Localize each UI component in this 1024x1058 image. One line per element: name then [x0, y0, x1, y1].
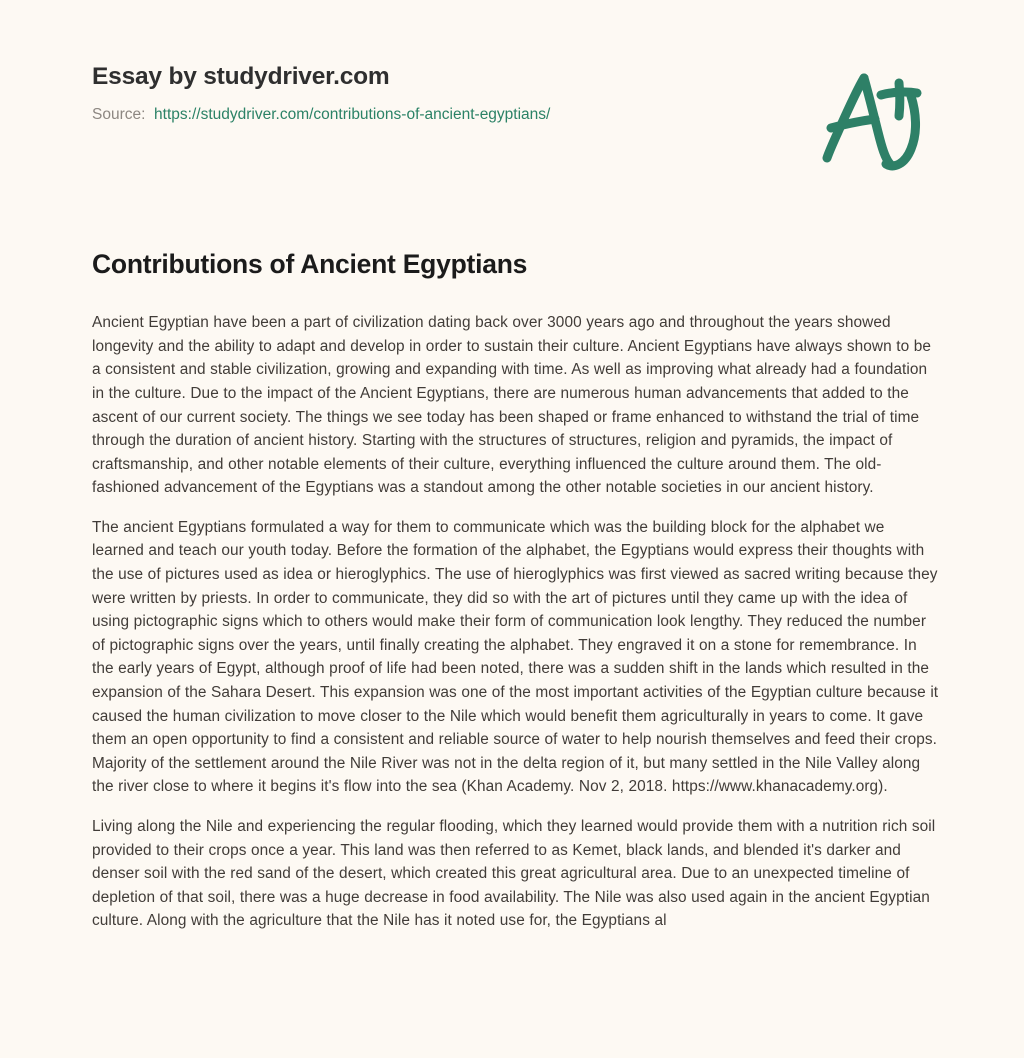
article	[92, 248, 940, 933]
brand-title: Essay by studydriver.com	[92, 63, 390, 90]
page-title: Contributions of Ancient Egyptians	[92, 249, 528, 279]
source-label: Source:	[92, 106, 146, 124]
studydriver-a-plus-logo-icon[interactable]	[812, 70, 932, 180]
paragraph: The ancient Egyptians formulated a way for them to communicate which was the building block for the alphabet we learned and teach our youth today. Before the formation of the alphabet, the Egyptians would express their thoughts with the use of pictures used as idea or hieroglyphics. The use of hieroglyphics was first viewed as sacred writing because they were written by priests. In order to communicate, they did so with the art of pictures until they came up with the idea of using pictographic signs which to others would make their form of communication look lengthy. They reduced the number of pictographic signs over the years, until finally creating the alphabet. They engraved it on a stone for remembrance. In the early years of Egypt, although proof of life had been noted, there was a sudden shift in the lands which resulted in the expansion of the Sahara Desert. This expansion was one of the most important activities of the Egyptian culture because it caused the human civilization to move closer to the Nile which would benefit them agriculturally in years to come. It gave them an open opportunity to find a consistent and reliable source of water to help nourish themselves and feed their crops. Majority of the settlement around the Nile River was not in the delta region of it, but many settled in the Nile Valley along the river close to where it begins it's flow into the sea (Khan Academy. Nov 2, 2018. https://www.khanacademy.org).	[92, 518, 939, 796]
page-header	[0, 0, 1024, 200]
a-plus-logo-glyph	[812, 70, 932, 180]
source-line	[92, 105, 732, 125]
source-url-link[interactable]: https://studydriver.com/contributions-of-ancient-egyptians/	[154, 106, 551, 124]
paragraph: Living along the Nile and experiencing the regular flooding, which they learned would provide them with a nutrition rich soil provided to their crops once a year. This land was then referred to as Kemet, black lands, and blended it's darker and denser soil with the red sand of the desert, which created this great agricultural area. Due to an unexpected timeline of depletion of that soil, there was a huge decrease in food availability. The Nile was also used again in the ancient Egyptian culture. Along with the agriculture that the Nile has it noted use for, the Egyptians al	[92, 818, 936, 930]
article-body	[92, 311, 940, 933]
paragraph: Ancient Egyptian have been a part of civilization dating back over 3000 years ago and throughout the years showed longevity and the ability to adapt and develop in order to sustain their culture. Ancient Egyptians have always shown to be a consistent and stable civilization, growing and expanding with time. As well as improving what already had a foundation in the culture. Due to the impact of the Ancient Egyptians, there are numerous human advancements that added to the ascent of our current society. The things we see today has been shaped or frame enhanced to withstand the trial of time through the duration of ancient history. Starting with the structures of structures, religion and pyramids, the impact of craftsmanship, and other notable elements of their culture, everything influenced the culture around them. The old-fashioned advancement of the Egyptians was a standout among the other notable societies in our ancient history.	[92, 314, 932, 497]
brand-block	[92, 62, 732, 126]
